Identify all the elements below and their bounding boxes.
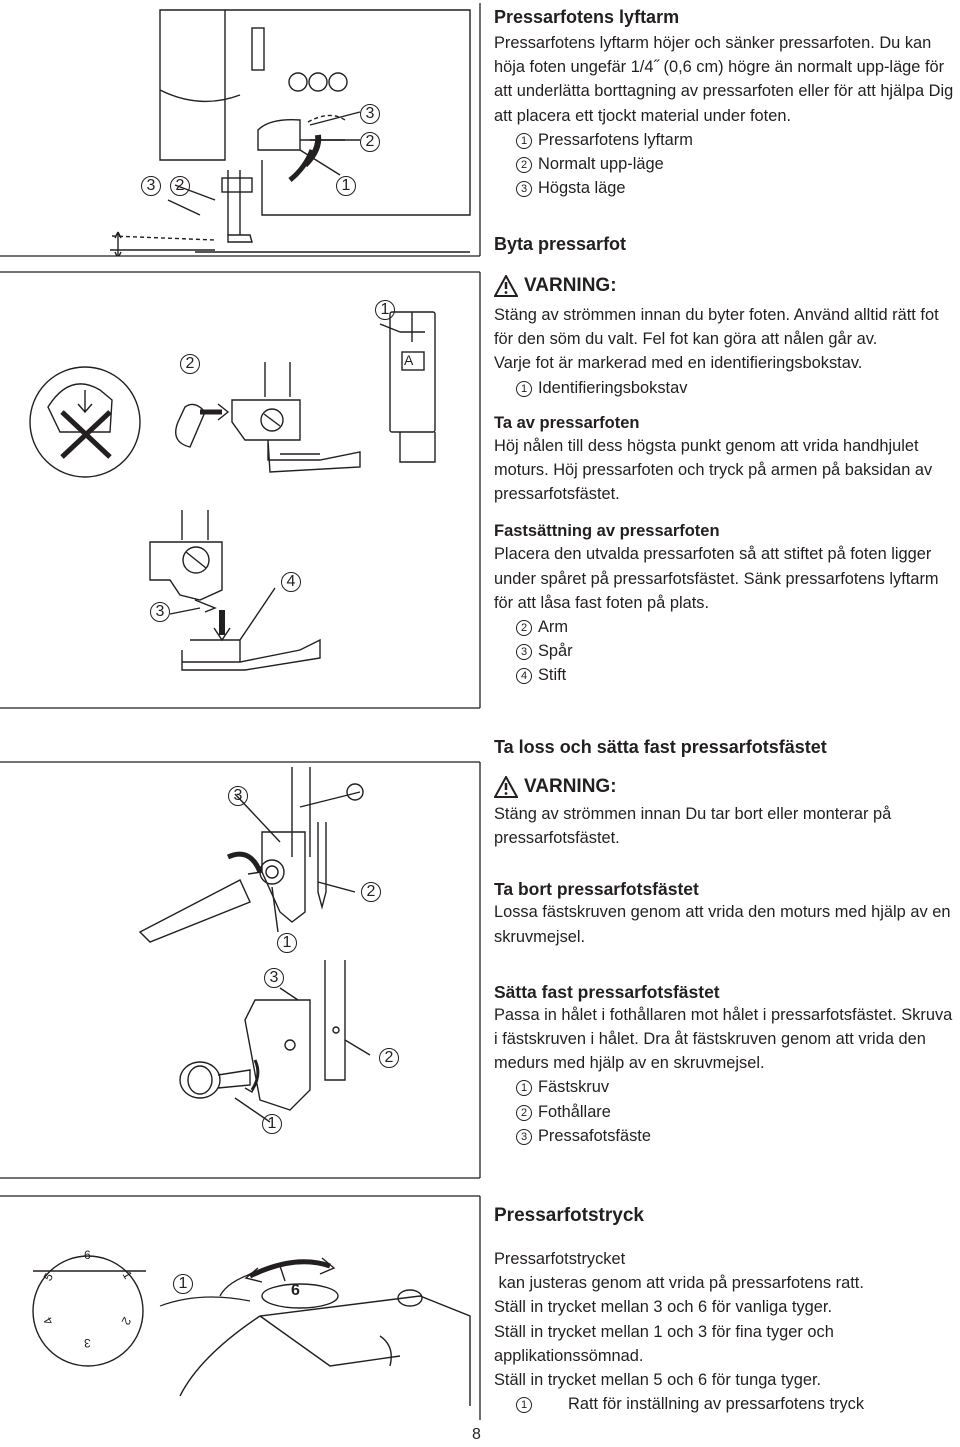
fig3-label-3: 3	[150, 602, 170, 622]
figure-presser-foot-lifter	[0, 0, 480, 256]
fig2-label-2: 2	[180, 354, 200, 374]
remove-ankle-body: Lossa fästskruven genom att vrida den moturs med hjälp av en skruvmejsel.	[494, 903, 951, 946]
fig6-label-1: 1	[173, 1274, 193, 1294]
list-item: 3 Pressafotsfäste	[516, 1124, 956, 1148]
fig1-label-3-left: 3	[141, 176, 161, 196]
dial-mark-3: 3	[84, 1336, 91, 1350]
list-item: 4 Stift	[516, 663, 956, 687]
lifter-body: Pressarfotens lyftarm höjer och sänker pressarfoten. Du kan höja foten ungefär 1/4˝ (0,6 cm) högre än normalt upp-läge för att underlätta borttagning av pressarfoten eller för att hjälpa Dig att placera ett tjockt material under foten.	[494, 34, 954, 125]
fig3-label-4: 4	[281, 572, 301, 592]
section-ankle	[494, 736, 956, 1148]
list-item: 3 Högsta läge	[516, 176, 956, 200]
pressure-line: Pressarfotstrycket	[494, 1250, 626, 1268]
dial-mark-2: 2	[118, 1314, 135, 1328]
section-title-ankle: Ta loss och sätta fast pressarfotsfästet	[494, 737, 827, 757]
pressure-line: Ställ in trycket mellan 3 och 6 för vanliga tyger.	[494, 1298, 832, 1317]
pressure-line: Ställ in trycket mellan 5 och 6 för tunga tyger.	[494, 1371, 822, 1390]
fig1-label-2-left: 2	[170, 176, 190, 196]
fig4-label-2: 2	[361, 882, 381, 902]
figure-remove-ankle	[0, 762, 480, 962]
remove-foot-body: Höj nålen till dess högsta punkt genom att vrida handhjulet moturs. Höj pressarfoten och tryck på armen på baksidan av pressarfotsfästet.	[494, 436, 933, 504]
fig1-label-3-right: 3	[360, 104, 380, 124]
section-lifter	[494, 6, 956, 200]
fig1-label-1: 1	[336, 176, 356, 196]
figure-attach-presser-foot	[0, 500, 480, 700]
section-change-foot	[494, 233, 956, 688]
list-item: 1 Fästskruv	[516, 1075, 956, 1099]
pressure-line: kan justeras genom att vrida på pressarfotens ratt.	[494, 1274, 864, 1293]
warning-triangle-icon	[494, 275, 518, 297]
subheading-remove-foot: Ta av pressarfoten	[494, 413, 640, 432]
list-item: 2 Normalt upp-läge	[516, 152, 956, 176]
fig4-label-1: 1	[277, 933, 297, 953]
pressure-line: Ställ in trycket mellan 1 och 3 för fina tyger och applikationssömnad.	[494, 1322, 834, 1365]
subheading-attach-ankle: Sätta fast pressarfotsfästet	[494, 981, 720, 1002]
fig1-label-2-right: 2	[360, 132, 380, 152]
dial-mark-6: 6	[84, 1248, 91, 1262]
dial-knob-number: 6	[291, 1282, 300, 1299]
warning-text: Stäng av strömmen innan Du tar bort eller monterar på pressarfotsfästet.	[494, 805, 892, 848]
list-item: 1 Ratt för inställning av pressarfotens tryck	[516, 1392, 956, 1416]
warning-heading: VARNING:	[494, 273, 956, 299]
figure-pressure-dial	[0, 1196, 480, 1420]
list-item: 2 Arm	[516, 615, 956, 639]
attach-foot-body: Placera den utvalda pressarfoten så att stiftet på foten ligger under spåret på pressarfotsfästet. Sänk pressarfotens lyftarm för att låsa fast foten på plats.	[494, 545, 939, 612]
fig4-label-3: 3	[228, 786, 248, 806]
list-item: 2 Fothållare	[516, 1100, 956, 1124]
list-item: 1 Pressarfotens lyftarm	[516, 128, 956, 152]
subheading-remove-ankle: Ta bort pressarfotsfästet	[494, 879, 699, 900]
dial-mark-1: 1	[119, 1268, 136, 1282]
warning-triangle-icon	[494, 776, 518, 798]
warning-text: Stäng av strömmen innan du byter foten. Använd alltid rätt fot för den söm du valt. Fel fot kan göra att nålen går av.	[494, 306, 939, 349]
attach-ankle-body: Passa in hålet i fothållaren mot hålet i pressarfotsfästet. Skruva i fästskruven i hålet. Dra åt fästskruven genom att vrida den medurs med hjälp av en skruvmejsel.	[494, 1005, 953, 1073]
section-title-pressure: Pressarfotstryck	[494, 1205, 644, 1226]
dial-mark-5: 5	[40, 1270, 57, 1284]
fig2-label-1: 1	[375, 300, 395, 320]
fig5-label-1: 1	[262, 1114, 282, 1134]
figure-remove-presser-foot	[0, 272, 480, 512]
page-number: 8	[472, 1426, 481, 1443]
figure-attach-ankle	[0, 960, 480, 1160]
warning-heading: VARNING:	[494, 774, 956, 800]
fig2-foot-letter: A	[404, 352, 414, 368]
foot-letter-note: Varje fot är markerad med en identifieringsbokstav.	[494, 354, 863, 373]
section-title-change-foot: Byta pressarfot	[494, 234, 627, 254]
section-pressure	[494, 1205, 956, 1416]
subheading-attach-foot: Fastsättning av pressarfoten	[494, 522, 720, 541]
dial-mark-4: 4	[40, 1314, 57, 1328]
list-item: 3 Spår	[516, 639, 956, 663]
section-title-lifter: Pressarfotens lyftarm	[494, 7, 680, 27]
list-item: 1 Identifieringsbokstav	[516, 376, 956, 400]
fig5-label-2: 2	[379, 1048, 399, 1068]
fig5-label-3: 3	[264, 968, 284, 988]
